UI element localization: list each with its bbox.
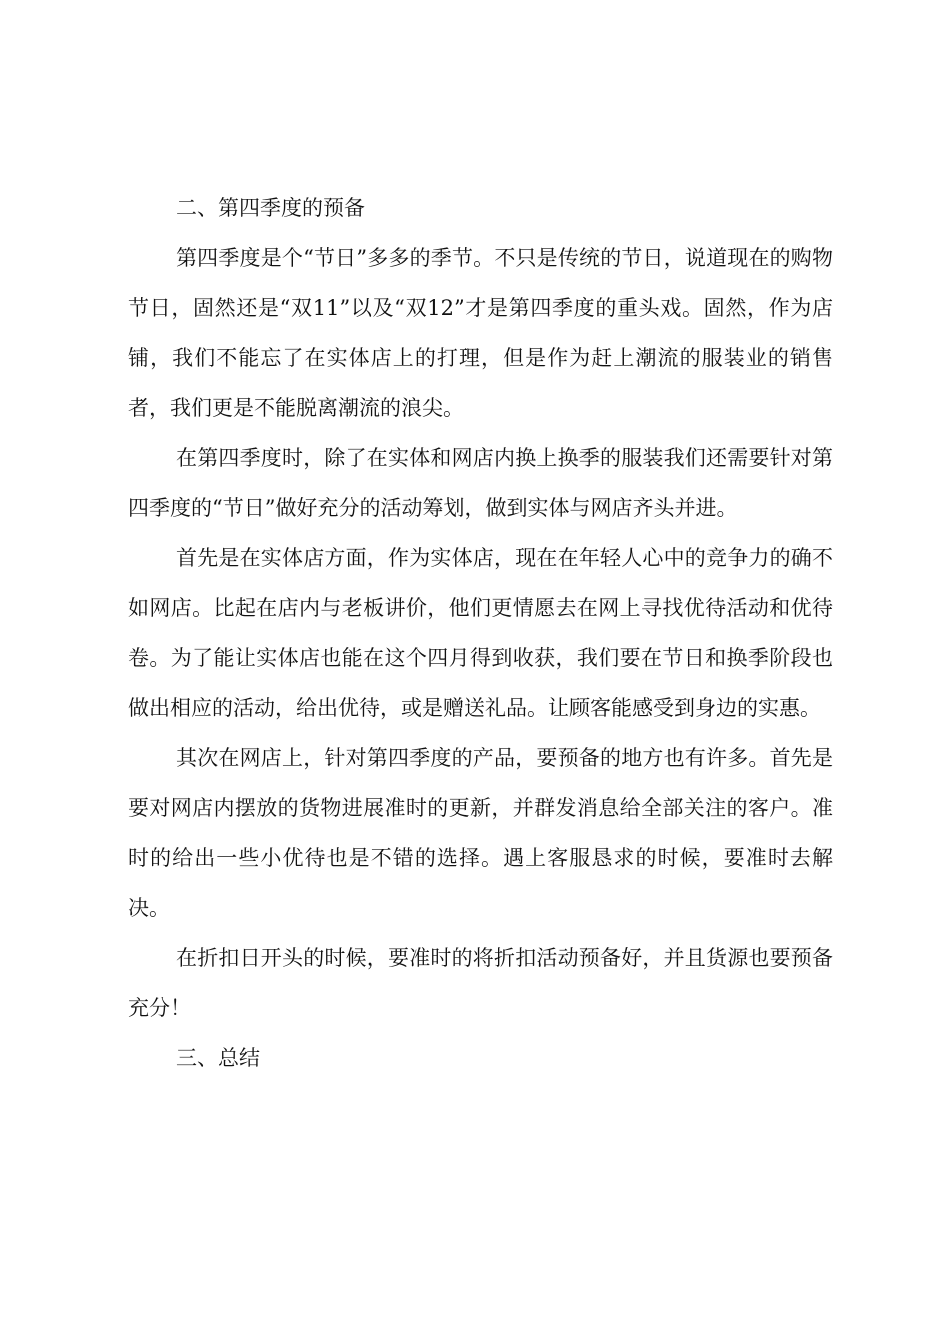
paragraph-festivals: 第四季度是个“节日”多多的季节。不只是传统的节日，说道现在的购物节日，固然还是“双11”以及“双12”才是第四季度的重头戏。固然，作为店铺，我们不能忘了在实体店上的打理，但是作为赶上潮流的服装业的销售者，我们更是不能脱离潮流的浪尖。 (128, 246, 833, 420)
paragraph-season-planning: 在第四季度时，除了在实体和网店内换上换季的服装我们还需要针对第四季度的“节日”做好充分的活动筹划，做到实体与网店齐头并进。 (128, 446, 833, 520)
paragraph-physical-store: 首先是在实体店方面，作为实体店，现在在年轻人心中的竞争力的确不如网店。比起在店内与老板讲价，他们更情愿去在网上寻找优待活动和优待卷。为了能让实体店也能在这个四月得到收获，我们要在节日和换季阶段也做出相应的活动，给出优待，或是赠送礼品。让顾客能感受到身边的实惠。 (128, 546, 833, 720)
paragraph-discount-day: 在折扣日开头的时候，要准时的将折扣活动预备好，并且货源也要预备充分！ (128, 946, 833, 1020)
document-body (128, 183, 833, 1083)
paragraph-online-store: 其次在网店上，针对第四季度的产品，要预备的地方也有许多。首先是要对网店内摆放的货物进展准时的更新，并群发消息给全部关注的客户。准时的给出一些小优待也是不错的选择。遇上客服恳求的时候，要准时去解决。 (128, 746, 833, 920)
section-heading-summary: 三、总结 (176, 1046, 260, 1070)
section-heading-preparation: 二、第四季度的预备 (176, 196, 365, 220)
